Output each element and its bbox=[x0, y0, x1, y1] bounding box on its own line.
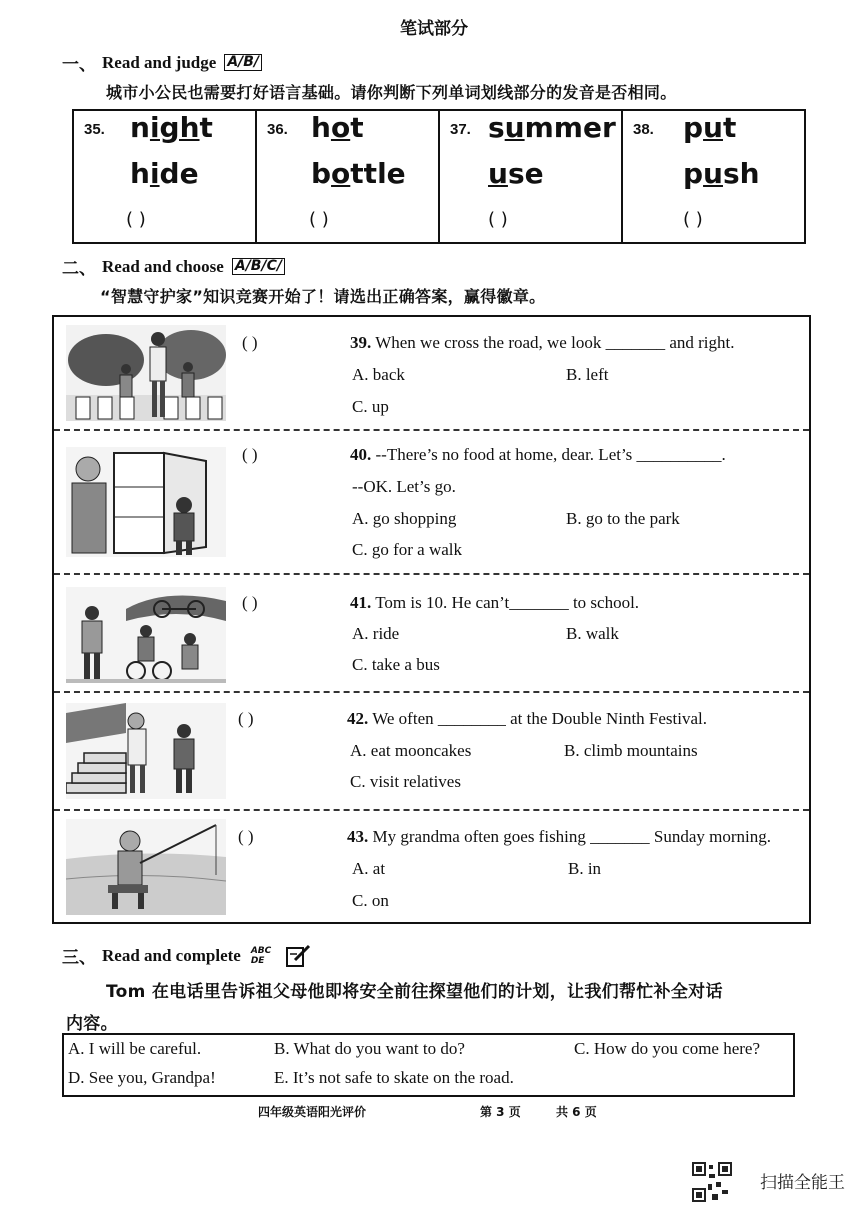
footer-page: 第 3 页 bbox=[480, 1105, 521, 1119]
word-1: put bbox=[683, 111, 737, 144]
section1-number: 一、 bbox=[62, 55, 96, 75]
question-39 bbox=[54, 317, 809, 429]
page-title: 笔试部分 bbox=[400, 19, 468, 39]
section1-heading bbox=[62, 50, 262, 75]
answer-paren[interactable]: ( ) bbox=[242, 333, 258, 352]
question-40 bbox=[54, 431, 809, 573]
section3-title: Read and complete bbox=[102, 945, 241, 965]
answer-paren[interactable]: ( ) bbox=[488, 209, 508, 230]
option-c[interactable]: C. go for a walk bbox=[352, 540, 463, 559]
question-41 bbox=[54, 575, 809, 691]
watermark-text: 扫描全能王 bbox=[760, 1173, 845, 1193]
word-2: push bbox=[683, 157, 760, 190]
question-stem: --There’s no food at home, dear. Let’s __________. bbox=[375, 445, 726, 464]
question-text bbox=[350, 445, 726, 465]
question-text bbox=[350, 593, 639, 613]
section2-heading bbox=[62, 254, 285, 279]
option-b[interactable]: B. go to the park bbox=[566, 509, 680, 528]
answer-paren[interactable]: ( ) bbox=[126, 209, 146, 230]
item-number: 36. bbox=[267, 121, 288, 138]
option-b[interactable]: B. left bbox=[566, 365, 609, 384]
option-e: E. It’s not safe to skate on the road. bbox=[274, 1068, 514, 1087]
judge-item-35 bbox=[74, 111, 257, 242]
item-number: 37. bbox=[450, 121, 471, 138]
option-b[interactable]: B. climb mountains bbox=[564, 741, 698, 760]
footer-exam-name: 四年级英语阳光评价 bbox=[258, 1105, 367, 1119]
crossing-road-illustration bbox=[66, 325, 226, 421]
option-a[interactable]: A. at bbox=[352, 859, 386, 878]
section1-instruction: 城市小公民也需要打好语言基础。请你判断下列单词划线部分的发音是否相同。 bbox=[106, 83, 677, 102]
dialogue-reply: --OK. Let’s go. bbox=[352, 477, 456, 496]
option-c[interactable]: C. on bbox=[352, 891, 389, 910]
question-text bbox=[347, 827, 771, 847]
section3-number: 三、 bbox=[62, 948, 96, 968]
climbing-stairs-illustration bbox=[66, 703, 226, 799]
fishing-illustration bbox=[66, 819, 226, 915]
question-number: 39. bbox=[350, 333, 372, 352]
footer-total: 共 6 页 bbox=[556, 1105, 597, 1119]
section2-instruction: “智慧守护家”知识竞赛开始了！请选出正确答案，赢得徽章。 bbox=[100, 287, 546, 306]
word-2: use bbox=[488, 157, 544, 190]
option-a[interactable]: A. go shopping bbox=[352, 509, 457, 528]
question-text bbox=[350, 333, 734, 353]
option-a[interactable]: A. back bbox=[352, 365, 405, 384]
question-number: 40. bbox=[350, 445, 372, 464]
option-a[interactable]: A. eat mooncakes bbox=[350, 741, 472, 760]
word-1: summer bbox=[488, 111, 616, 144]
section3-heading bbox=[62, 943, 311, 968]
option-a: A. I will be careful. bbox=[68, 1039, 202, 1058]
item-number: 38. bbox=[633, 121, 654, 138]
option-c[interactable]: C. visit relatives bbox=[350, 772, 461, 791]
section1-badge: A/B/ bbox=[224, 54, 262, 71]
section2-title: Read and choose bbox=[102, 256, 224, 276]
answer-paren[interactable]: ( ) bbox=[242, 593, 258, 612]
section2-number: 二、 bbox=[62, 259, 96, 279]
section2-badge: A/B/C/ bbox=[232, 258, 285, 275]
section3-instruction-cont: 内容。 bbox=[66, 1014, 118, 1034]
item-number: 35. bbox=[84, 121, 105, 138]
option-c: C. How do you come here? bbox=[574, 1039, 761, 1058]
question-text bbox=[347, 709, 707, 729]
question-number: 41. bbox=[350, 593, 372, 612]
answer-paren[interactable]: ( ) bbox=[238, 827, 254, 846]
option-b[interactable]: B. walk bbox=[566, 624, 619, 643]
judge-table bbox=[72, 109, 806, 244]
word-2: bottle bbox=[311, 157, 406, 190]
bicycle-illustration bbox=[66, 587, 226, 683]
question-number: 43. bbox=[347, 827, 369, 846]
answer-paren[interactable]: ( ) bbox=[309, 209, 329, 230]
question-43 bbox=[54, 811, 809, 922]
question-stem: When we cross the road, we look _______ and right. bbox=[375, 333, 735, 352]
section3-instruction: Tom 在电话里告诉祖父母他即将安全前往探望他们的计划，让我们帮忙补全对话 bbox=[106, 982, 723, 1002]
word-1: night bbox=[130, 111, 213, 144]
answer-paren[interactable]: ( ) bbox=[242, 445, 258, 464]
section3-badge: ABC DE bbox=[250, 945, 272, 966]
choose-box bbox=[52, 315, 811, 924]
option-c[interactable]: C. up bbox=[352, 397, 389, 416]
judge-item-36 bbox=[257, 111, 440, 242]
question-stem: My grandma often goes fishing _______ Sunday morning. bbox=[372, 827, 772, 846]
section1-title: Read and judge bbox=[102, 52, 217, 72]
pencil-note-icon bbox=[285, 944, 311, 968]
word-2: hide bbox=[130, 157, 199, 190]
answer-paren[interactable]: ( ) bbox=[238, 709, 254, 728]
judge-item-38 bbox=[623, 111, 804, 242]
fridge-illustration bbox=[66, 447, 226, 557]
option-d: D. See you, Grandpa! bbox=[68, 1068, 216, 1087]
sentence-options-box bbox=[62, 1033, 795, 1097]
word-1: hot bbox=[311, 111, 364, 144]
option-a[interactable]: A. ride bbox=[352, 624, 400, 643]
qr-code-icon bbox=[692, 1162, 732, 1202]
option-c[interactable]: C. take a bus bbox=[352, 655, 440, 674]
question-stem: We often ________ at the Double Ninth Festival. bbox=[372, 709, 707, 728]
judge-item-37 bbox=[440, 111, 623, 242]
question-number: 42. bbox=[347, 709, 369, 728]
option-b[interactable]: B. in bbox=[568, 859, 602, 878]
question-stem: Tom is 10. He can’t_______ to school. bbox=[375, 593, 640, 612]
option-b: B. What do you want to do? bbox=[274, 1039, 465, 1058]
answer-paren[interactable]: ( ) bbox=[683, 209, 703, 230]
question-42 bbox=[54, 693, 809, 809]
